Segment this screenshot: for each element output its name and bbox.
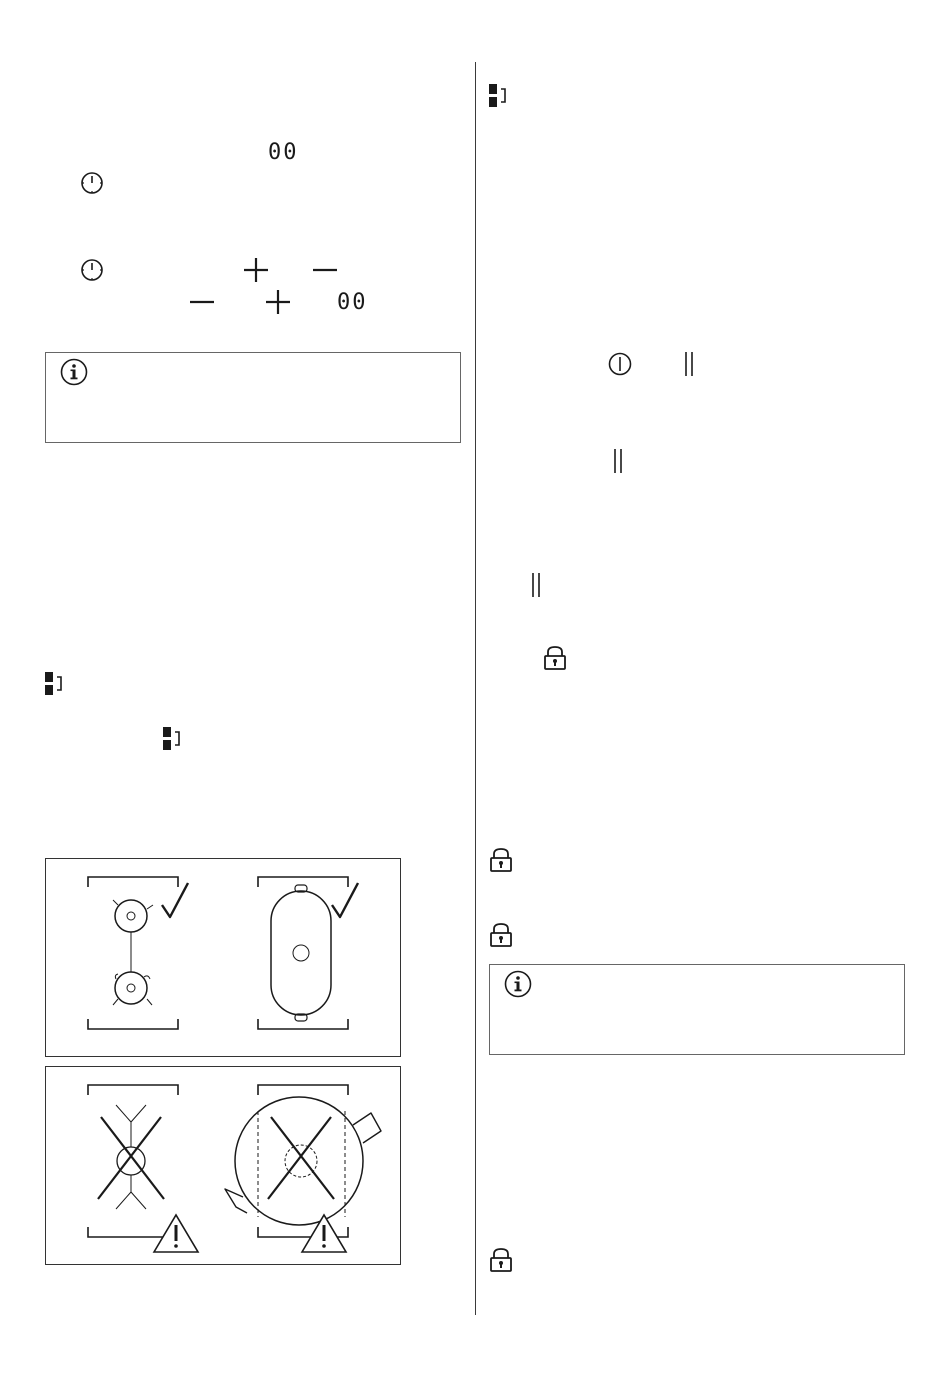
timer-display-2: 00 xyxy=(337,290,368,315)
minus-icon xyxy=(189,289,215,315)
incorrect-placement-illustration xyxy=(46,1067,402,1266)
info-note-box xyxy=(45,352,461,443)
clock-icon xyxy=(80,171,104,195)
timer-display-1: 00 xyxy=(268,140,299,165)
checkmark-icon xyxy=(332,883,358,917)
info-icon xyxy=(504,970,532,998)
lock-icon xyxy=(543,645,567,671)
bridge-zone-icon xyxy=(45,672,67,698)
clock-icon xyxy=(80,258,104,282)
info-icon xyxy=(60,358,88,386)
pause-icon xyxy=(612,448,624,474)
lock-icon xyxy=(489,1247,513,1273)
info-note-box xyxy=(489,964,905,1055)
lock-icon xyxy=(489,922,513,948)
bridge-zone-icon xyxy=(489,84,511,110)
checkmark-icon xyxy=(162,883,188,917)
lock-icon xyxy=(489,847,513,873)
minus-icon xyxy=(312,257,338,283)
bridge-zone-icon xyxy=(163,727,185,753)
plus-icon xyxy=(243,257,269,283)
power-icon xyxy=(608,352,632,376)
incorrect-placement-figure xyxy=(45,1066,401,1265)
correct-placement-illustration xyxy=(46,859,402,1058)
plus-icon xyxy=(265,289,291,315)
correct-placement-figure xyxy=(45,858,401,1057)
column-divider xyxy=(475,62,476,1315)
warning-triangle-icon xyxy=(154,1215,198,1252)
pause-icon xyxy=(683,351,695,377)
pause-icon xyxy=(530,572,542,598)
